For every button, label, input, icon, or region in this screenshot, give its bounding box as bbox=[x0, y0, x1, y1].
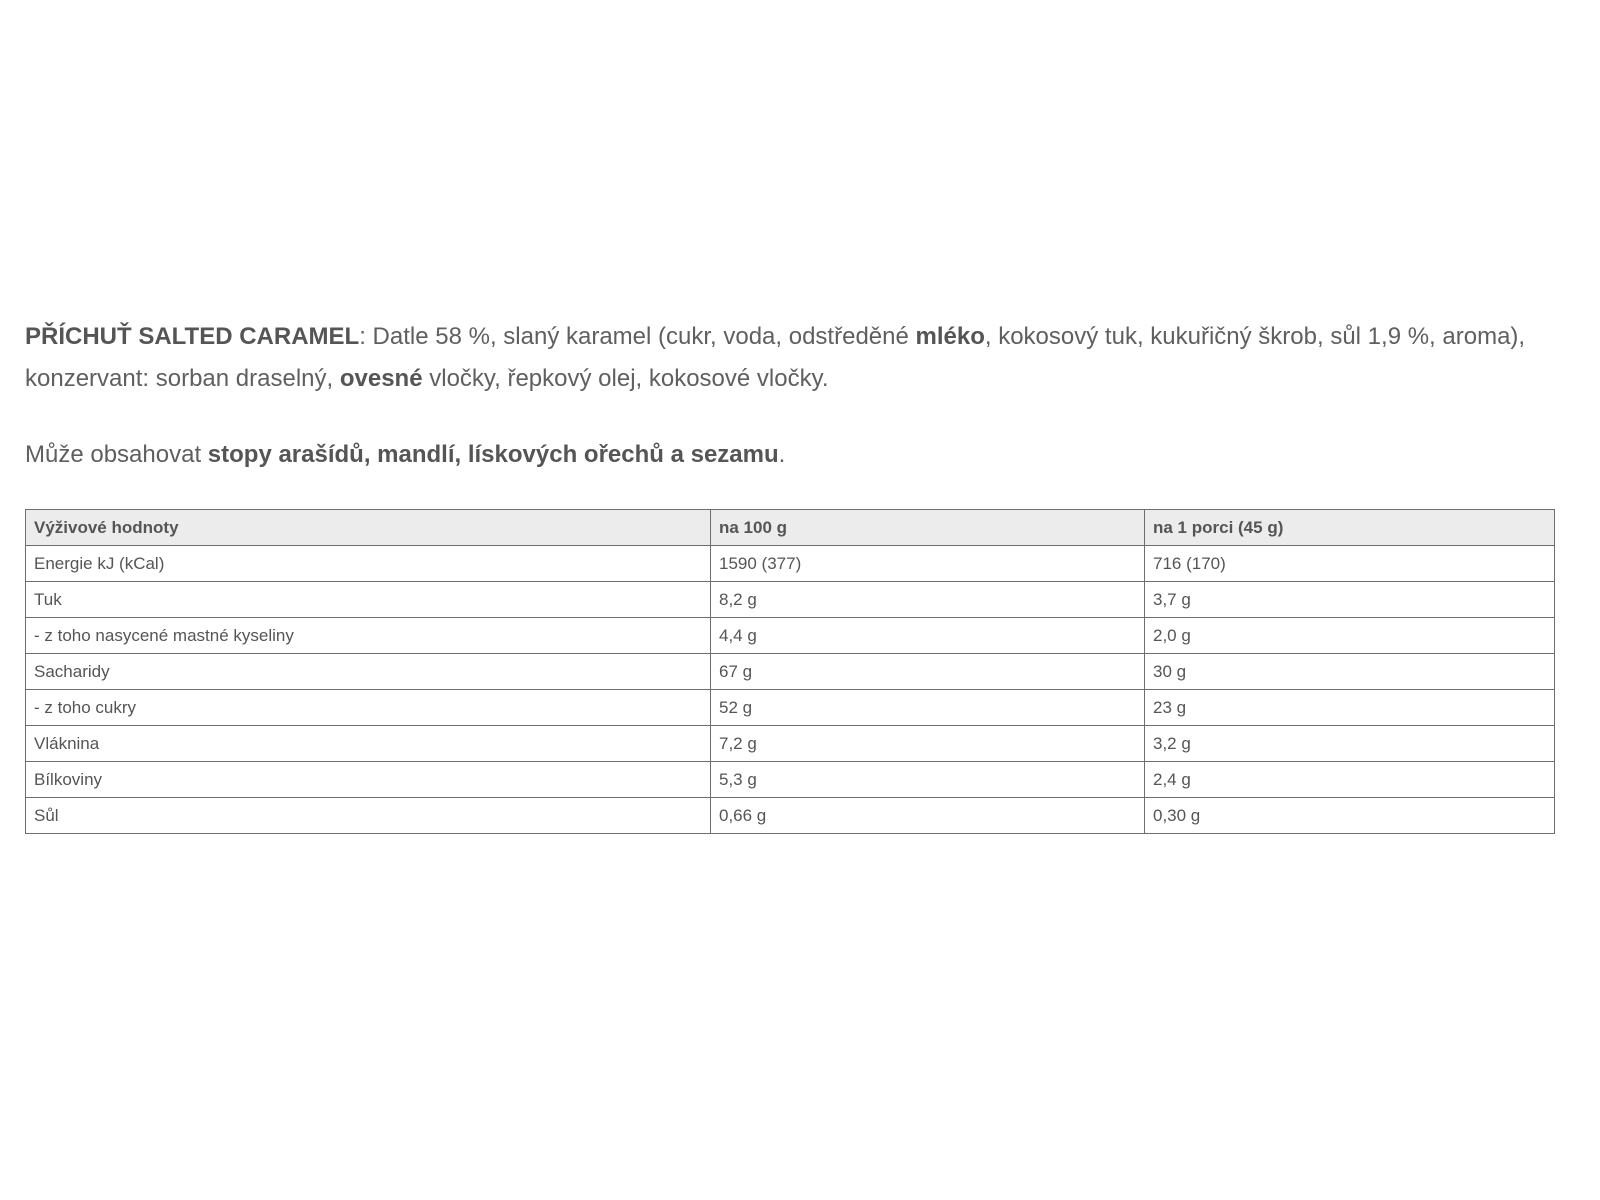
allergen-oat: ovesné bbox=[339, 365, 423, 392]
value-per-100g: 7,2 g bbox=[711, 726, 1145, 762]
value-per-100g: 4,4 g bbox=[711, 618, 1145, 654]
nutrient-name: - z toho cukry bbox=[26, 690, 711, 726]
allergen-milk: mléko bbox=[915, 323, 985, 350]
value-per-portion: 0,30 g bbox=[1145, 798, 1555, 834]
value-per-100g: 8,2 g bbox=[711, 582, 1145, 618]
value-per-portion: 2,4 g bbox=[1145, 762, 1555, 798]
value-per-100g: 67 g bbox=[711, 654, 1145, 690]
nutrient-name: Sacharidy bbox=[26, 654, 711, 690]
table-row bbox=[26, 546, 1555, 582]
nutrient-name: - z toho nasycené mastné kyseliny bbox=[26, 618, 711, 654]
flavor-label: PŘÍCHUŤ SALTED CARAMEL bbox=[25, 323, 360, 350]
value-per-portion: 23 g bbox=[1145, 690, 1555, 726]
table-row bbox=[26, 726, 1555, 762]
allergens-prefix: Může obsahovat bbox=[25, 441, 208, 468]
nutrient-name: Bílkoviny bbox=[26, 762, 711, 798]
product-info bbox=[25, 316, 1555, 834]
value-per-portion: 716 (170) bbox=[1145, 546, 1555, 582]
table-header-row bbox=[26, 510, 1555, 546]
value-per-portion: 3,7 g bbox=[1145, 582, 1555, 618]
allergens-suffix: . bbox=[778, 441, 786, 468]
value-per-portion: 30 g bbox=[1145, 654, 1555, 690]
value-per-100g: 5,3 g bbox=[711, 762, 1145, 798]
header-per-portion: na 1 porci (45 g) bbox=[1145, 510, 1555, 546]
nutrient-name: Sůl bbox=[26, 798, 711, 834]
ingredients-text-2: , kokosový tuk, kukuřičný škrob, sůl 1,9 %, aroma), konzervant: sorban draselný, bbox=[25, 323, 1526, 392]
value-per-100g: 1590 (377) bbox=[711, 546, 1145, 582]
value-per-100g: 52 g bbox=[711, 690, 1145, 726]
table-row bbox=[26, 690, 1555, 726]
allergens-traces: stopy arašídů, mandlí, lískových ořechů a sezamu bbox=[207, 441, 779, 468]
table-row bbox=[26, 762, 1555, 798]
ingredients-paragraph bbox=[25, 316, 1555, 400]
header-nutrient: Výživové hodnoty bbox=[26, 510, 711, 546]
table-row bbox=[26, 582, 1555, 618]
value-per-portion: 3,2 g bbox=[1145, 726, 1555, 762]
ingredients-text-3: vločky, řepkový olej, kokosové vločky. bbox=[422, 365, 829, 392]
nutrient-name: Energie kJ (kCal) bbox=[26, 546, 711, 582]
allergens-paragraph bbox=[25, 434, 1555, 476]
nutrient-name: Tuk bbox=[26, 582, 711, 618]
value-per-portion: 2,0 g bbox=[1145, 618, 1555, 654]
header-per-100g: na 100 g bbox=[711, 510, 1145, 546]
ingredients-text-1: : Datle 58 %, slaný karamel (cukr, voda, odstředěné bbox=[359, 323, 916, 350]
table-row bbox=[26, 654, 1555, 690]
table-row bbox=[26, 618, 1555, 654]
nutrition-table bbox=[25, 509, 1555, 834]
value-per-100g: 0,66 g bbox=[711, 798, 1145, 834]
table-row bbox=[26, 798, 1555, 834]
nutrient-name: Vláknina bbox=[26, 726, 711, 762]
